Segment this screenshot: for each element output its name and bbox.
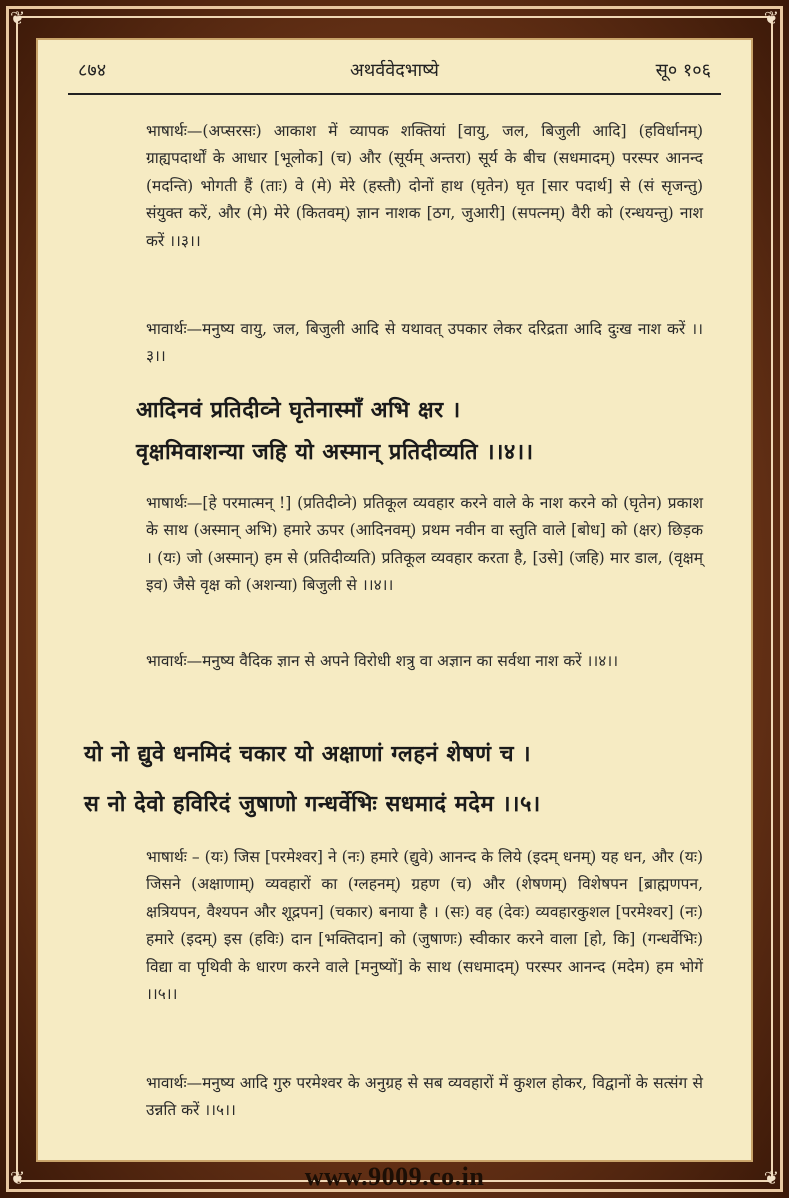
meaning-paragraph: भावार्थः—मनुष्य आदि गुरु परमेश्वर के अनुग्रह से सब व्यवहारों में कुशल होकर, विद्वानों के सत्संग से उन्नति करें ।।५।।	[146, 1074, 703, 1120]
translation-paragraph: भाषार्थः—(अप्सरसः) आकाश में व्यापक शक्तियां [वायु, जल, बिजुली आदि] (हविर्धानम्) ग्राह्यपदार्थों के आधार [भूलोक] (च) और (सूर्यम् अन्तरा) सूर्य के बीच (सधमादम्) परस्पर आनन्द (मदन्ति) भोगती हैं (ताः) वे (मे) मेरे (हस्तौ) दोनों हाथ (घृतेन) घृत [सार पदार्थ] से (सं सृजन्तु) संयुक्त करें, और (मे) मेरे (कितवम्) ज्ञान नाशक [ठग, जुआरी] (सपत्नम्) वैरी को (रन्धयन्तु) नाश करें ।।३।।	[146, 122, 703, 250]
sloka-line: वृक्षमिवाशन्या जहि यो अस्मान् प्रतिदीव्यति ।।४।।	[136, 439, 534, 465]
meaning-paragraph: भावार्थः—मनुष्य वायु, जल, बिजुली आदि से यथावत् उपकार लेकर दरिद्रता आदि दुःख नाश करें ।।३।।	[146, 320, 703, 366]
corner-ornament: ❦	[763, 8, 779, 29]
page-content	[36, 38, 753, 1162]
sukta-number: सू० १०६	[655, 60, 711, 81]
header-rule	[68, 93, 721, 95]
page-number: ८७४	[78, 60, 107, 81]
sloka-line: यो नो द्युवे धनमिदं चकार यो अक्षाणां ग्लहनं शेषणं च ।	[84, 741, 532, 767]
page-title: अथर्ववेदभाष्ये	[350, 60, 439, 81]
sloka-line: स नो देवो हविरिदं जुषाणो गन्धर्वेभिः सधमादं मदेम ।।५।	[84, 791, 541, 817]
sloka-line: आदिनवं प्रतिदीव्ने घृतेनास्माँ अभि क्षर ।	[136, 397, 461, 423]
page-header	[78, 58, 711, 88]
corner-ornament: ❦	[763, 1168, 779, 1189]
meaning-paragraph: भावार्थः—मनुष्य वैदिक ज्ञान से अपने विरोधी शत्रु वा अज्ञान का सर्वथा नाश करें ।।४।।	[146, 652, 619, 670]
translation-paragraph: भाषार्थः—[हे परमात्मन् !] (प्रतिदीव्ने) प्रतिकूल व्यवहार करने वाले के नाश करने को (घृतेन) प्रकाश के साथ (अस्मान् अभि) हमारे ऊपर (आदिनवम्) प्रथम नवीन वा स्तुति वाले [बोध] को (क्षर) छिड़क । (यः) जो (अस्मान्) हम से (प्रतिदीव्यति) प्रतिकूल व्यवहार करता है, [उसे] (जहि) मार डाल, (वृक्षम् इव) जैसे वृक्ष को (अशन्या) बिजुली से ।।४।।	[146, 494, 703, 595]
corner-ornament: ❦	[10, 8, 26, 29]
translation-paragraph: भाषार्थः – (यः) जिस [परमेश्वर] ने (नः) हमारे (द्युवे) आनन्द के लिये (इदम् धनम्) यह धन, और (यः) जिसने (अक्षाणाम्) व्यवहारों का (ग्लहनम्) ग्रहण (च) और (शेषणम्) विशेषपन [ब्राह्मणपन, क्षत्रियपन, वैश्यपन और शूद्रपन] (चकार) बनाया है । (सः) वह (देवः) व्यवहारकुशल [परमेश्वर] (नः) हमारे (इदम्) इस (हविः) दान [भक्तिदान] को (जुषाणः) स्वीकार करने वाला [हो, कि] (गन्धर्वेभिः) विद्या वा पृथिवी के धारण करने वाले [मनुष्यों] के साथ (सधमादम्) परस्पर आनन्द (मदेम) हम भोगें ।।५।।	[146, 848, 703, 1004]
corner-ornament: ❦	[10, 1168, 26, 1189]
website-url: www.9009.co.in	[304, 1162, 485, 1191]
